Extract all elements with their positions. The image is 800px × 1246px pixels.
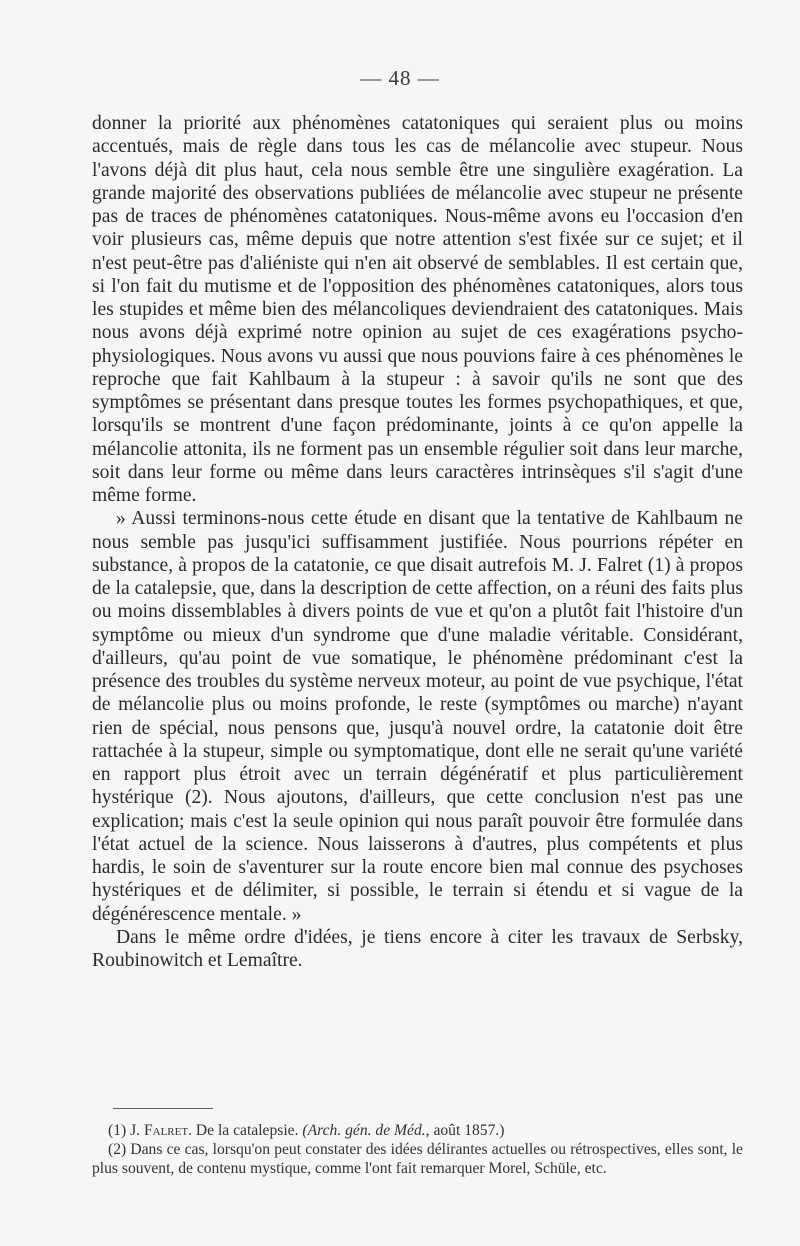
body-text <box>92 112 743 972</box>
page-number: — 48 — <box>360 66 440 90</box>
paragraph-3: Dans le même ordre d'idées, je tiens encore à citer les travaux de Serbsky, Roubinowitch et Lemaître. <box>92 926 743 971</box>
footnotes <box>92 1121 743 1178</box>
footnote-1-author: J. Falret. <box>130 1122 192 1139</box>
paragraph-1: donner la priorité aux phénomènes catatoniques qui seraient plus ou moins accentués, mais de règle dans tous les cas de mélancolie avec stupeur. Nous l'avons déjà dit plus haut, cela nous semble être une singulière exagération. La grande majorité des observations publiées de mélancolie avec stupeur ne présente pas de traces de phénomènes catatoniques. Nous-même avons eu l'occasion d'en voir plusieurs cas, même depuis que notre attention s'est fixée sur ce sujet; et il n'est peut-être pas d'aliéniste qui n'en ait observé de semblables. Il est certain que, si l'on fait du mutisme et de l'opposition des phénomènes catatoniques, alors tous les stupides et même bien des mélancoliques deviendraient des catatoniques. Mais nous avons déjà exprimé notre opinion au sujet de ces exagérations psycho-physiologiques. Nous avons vu aussi que nous pouvions faire à ces phénomènes le reproche que fait Kahlbaum à la stupeur : à savoir qu'ils ne sont que des symptômes se présentant dans presque toutes les formes psychopathiques, et que, lorsqu'ils se montrent d'une façon prédominante, joints à ce qu'on appelle la mélancolie attonita, ils ne forment pas un ensemble régulier soit dans leur marche, soit dans leur forme ou même dans leurs caractères intrinsèques s'il s'agit d'une même forme. <box>92 113 743 506</box>
footnote-1-marker: (1) <box>108 1122 127 1139</box>
footnote-2-text: Dans ce cas, lorsqu'on peut constater des idées délirantes actuelles ou rétrospectives, elles sont, le plus souvent, de contenu mystique, comme l'ont fait remarquer Morel, Schüle, etc. <box>92 1141 743 1177</box>
paragraph-2: » Aussi terminons-nous cette étude en disant que la tentative de Kahlbaum ne nous semble pas jusqu'ici suffisamment justifiée. Nous pourrions répéter en substance, à propos de la catatonie, ce que disait autrefois M. J. Falret (1) à propos de la catalepsie, que, dans la description de cette affection, on a réuni des faits plus ou moins dissemblables à divers points de vue et qu'on a plutôt fait l'histoire d'un symptôme ou mieux d'un syndrome que d'une maladie véritable. Considérant, d'ailleurs, qu'au point de vue somatique, le phénomène prédominant c'est la présence des troubles du système nerveux moteur, au point de vue psychique, l'état de mélancolie plus ou moins profonde, le reste (symptômes ou marche) n'ayant rien de spécial, nous pensons que, jusqu'à nouvel ordre, la catatonie doit être rattachée à la stupeur, simple ou symptomatique, dont elle ne serait qu'une variété en rapport plus étroit avec un terrain dégénératif et plus particulièrement hystérique (2). Nous ajoutons, d'ailleurs, que cette conclusion n'est pas une explication; mais c'est la seule opinion qui nous paraît pouvoir être formulée dans l'état actuel de la science. Nous laisserons à d'autres, plus compétents et plus hardis, le soin de s'aventurer sur la route encore bien mal connue des psychoses hystériques et de délimiter, si possible, le terrain si étendu et si vague de la dégénérescence mentale. » <box>92 508 743 925</box>
footnote-separator <box>113 1108 213 1109</box>
footnote-1-citation: (Arch. gén. de Méd., <box>302 1122 430 1139</box>
footnote-1-title: De la catalepsie. <box>195 1122 299 1139</box>
footnote-2-marker: (2) <box>108 1141 127 1158</box>
footnote-2 <box>92 1140 743 1178</box>
footnote-1-date: août 1857.) <box>433 1122 505 1139</box>
footnote-1 <box>92 1121 743 1140</box>
